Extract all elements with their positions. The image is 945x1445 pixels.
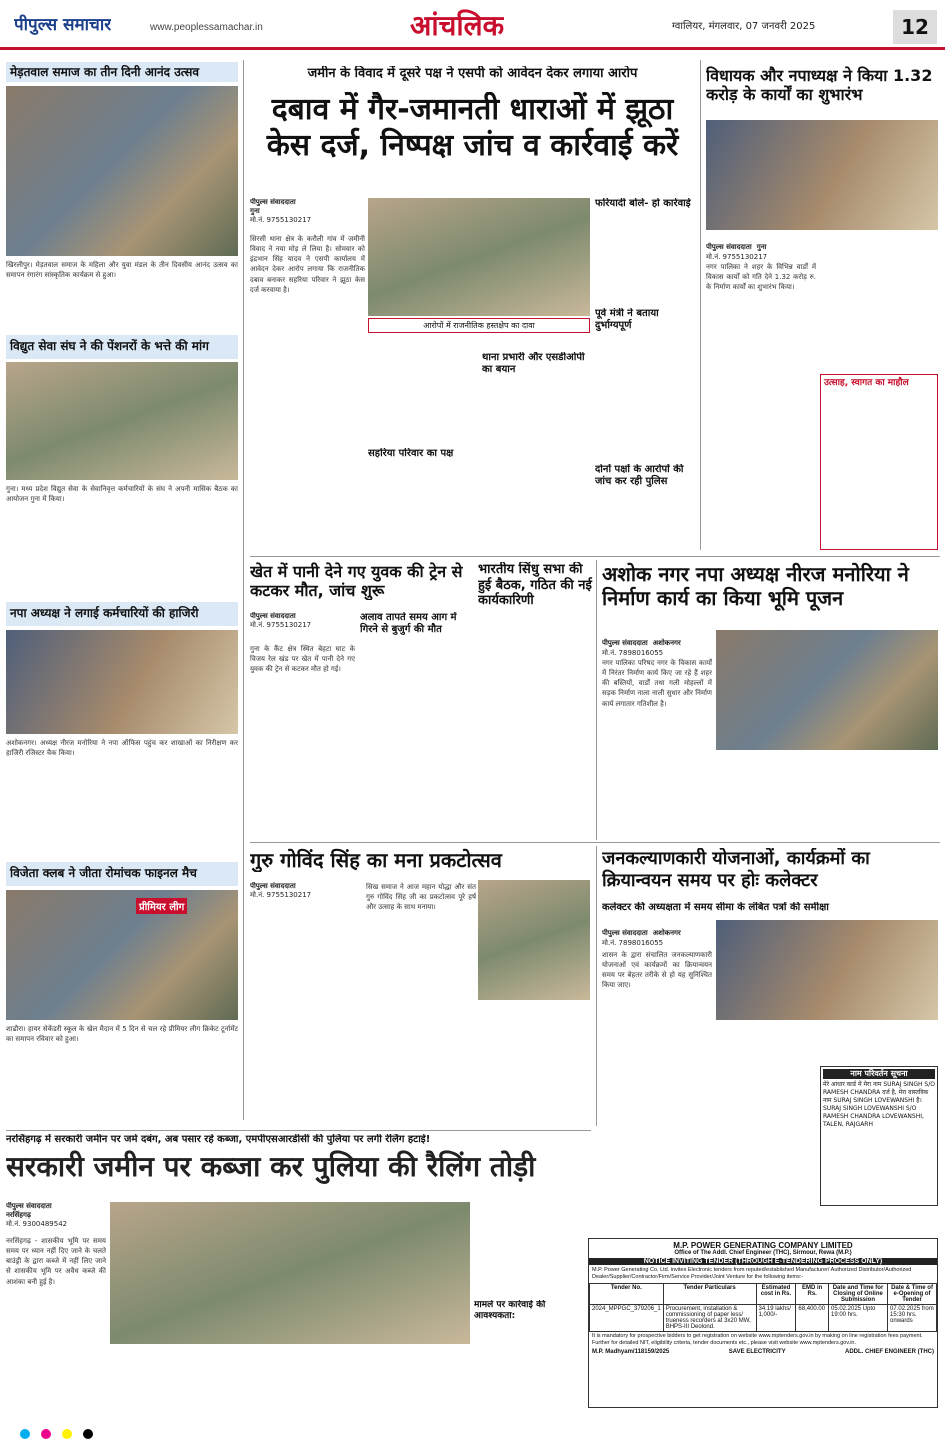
reporter-credit: पीपुल्स संवाददाता xyxy=(250,612,296,620)
notice-text: मेरे आधार कार्ड में मेरा नाम SURAJ SINGH S/O RAMESH CHANDRA दर्ज है, मेरा वास्तविक नाम SURAJ SINGH LOVEWANSHI है। SURAJ SINGH LOVEWANSHI S/O RAMESH CHANDRA LOVEWANSHI, TALEN, RAJGARH xyxy=(823,1080,935,1129)
mobile-number: मो.नं. 9755130217 xyxy=(250,891,312,899)
byline xyxy=(6,1202,106,1229)
article-text: शाढौरा। हायर सेकेंडरी स्कूल के खेल मैदान में 5 दिन से चल रहे प्रीमियर लीग क्रिकेट टूर्नामेंट का समापन रविवार को हुआ। xyxy=(6,1025,238,1044)
dateline: ग्वालियर, मंगलवार, 07 जनवरी 2025 xyxy=(672,21,816,32)
article-text: नरसिंहगढ़ - शासकीय भूमि पर समय समय पर ध्यान नहीं दिए जाने के चलते बाउंड्री के द्वारा कब्जे में नहीं लिए जाने से शासकीय भूमि पर अवैध कब्जे की आशंका बनी हुई है। xyxy=(6,1237,106,1286)
tender-company: M.P. POWER GENERATING COMPANY LIMITED xyxy=(673,1241,853,1250)
name-change-notice xyxy=(820,1066,938,1206)
article-text: सिरसी थाना क्षेत्र के करौली गांव में जमीनी विवाद ने नया मोड़ ले लिया है। सोमवार को इंद्रभान सिंह यादव ने एसपी कार्यालय में आवेदन देकर आरोप लगाया कि राजनीतिक दबाव बनाकर सहरिया परिवार ने झूठा केस दर्ज करवाया है। xyxy=(250,235,365,294)
newspaper-logo: पीपुल्स समाचार xyxy=(14,15,112,35)
photo xyxy=(6,86,238,256)
banner-text: प्रीमियर लीग xyxy=(136,898,187,914)
subhead: अलाव तापते समय आग में गिरने से बुजुर्ग की मौत xyxy=(360,612,457,635)
headline: अशोक नगर नपा अध्यक्ष नीरज मनोरिया ने निर्माण कार्य का किया भूमि पूजन xyxy=(602,562,909,610)
article-text: खिरलीपुर। मेड़तवाल समाज के महिला और युवा मंडल के तीन दिवसीय आनंद उत्सव का समापन रंगारंग सांस्कृतिक कार्यक्रम से हुआ। xyxy=(6,261,238,280)
table-header-cell: EMD in Rs. xyxy=(796,1284,829,1305)
headline: विधायक और नपाध्यक्ष ने किया 1.32 करोड़ के कार्यों का शुभारंभ xyxy=(706,66,933,105)
tender-office: Office of The Addl. Chief Engineer (THC), Sirmour, Rewa (M.P.) xyxy=(674,1250,852,1256)
yellow-dot xyxy=(62,1429,72,1439)
table-cell: Procurement, installation & commissioning of paper less/ trueness recorders at 3x20 MW, BHPS-III Deolond. xyxy=(663,1305,756,1332)
byline xyxy=(602,630,712,658)
tender-ref: M.P. Madhyam/118159/2025 xyxy=(592,1348,670,1355)
dateline-place: अशोकनगर xyxy=(652,929,681,937)
website-url[interactable]: www.peoplessamachar.in xyxy=(150,22,263,33)
masthead xyxy=(0,0,945,50)
photo xyxy=(6,362,238,480)
headline: जनकल्याणकारी योजनाओं, कार्यक्रमों का क्रियान्वयन समय पर होः कलेक्टर xyxy=(602,848,870,891)
photo xyxy=(706,120,938,230)
article-text: गुना के कैंट क्षेत्र स्थित बेहटा घाट के विजय रेल खंड पर खेत में पानी देने गए युवक की ट्रेन से कटकर मौत हो गई। xyxy=(250,645,355,674)
col1-headline-band xyxy=(6,335,238,359)
byline xyxy=(602,920,712,948)
headline: खेत में पानी देने गए युवक की ट्रेन से कटकर मौत, जांच शुरू xyxy=(250,562,463,601)
tender-title: NOTICE INVITING TENDER (THROUGH E-TENDERING PROCESS ONLY) xyxy=(589,1258,937,1265)
photo xyxy=(6,630,238,734)
section-title: आंचलिक xyxy=(410,9,505,42)
column-rule xyxy=(596,560,597,840)
subhead: सहरिया परिवार का पक्ष xyxy=(368,448,454,459)
tender-intro: M.P. Power Generating Co. Ltd. invites Electronic tenders from reputed/established Manufacturer/ Authorized Distributor/Authorized Dealer/Supplier/Contractor/Firm/Service Provider/Joint Venture for the following items:- xyxy=(592,1267,912,1281)
subhead: थाना प्रभारी और एसडीओपी का बयान xyxy=(482,352,585,375)
tender-notice xyxy=(588,1238,938,1408)
column-rule xyxy=(243,60,244,1120)
table-header-cell: Tender No. xyxy=(590,1284,664,1305)
reporter-credit: पीपुल्स संवाददाता xyxy=(250,882,296,890)
horizontal-rule xyxy=(6,1130,591,1131)
print-color-bar xyxy=(0,1425,945,1445)
photo xyxy=(6,890,238,1020)
headline: विजेता क्लब ने जीता रोमांचक फाइनल मैच xyxy=(10,866,197,880)
photo xyxy=(478,880,590,1000)
table-cell: 34.19 lakhs/ 1,000/- xyxy=(756,1305,796,1332)
notice-heading: नाम परिवर्तन सूचना xyxy=(823,1069,935,1079)
mobile-number: मो.नं. 9300489542 xyxy=(6,1220,68,1228)
dateline-place: गुना xyxy=(756,243,767,251)
col1-headline-band xyxy=(6,862,238,886)
headline: नपा अध्यक्ष ने लगाई कर्मचारियों की हाजिरी xyxy=(10,606,199,620)
table-cell: 07.02.2025 from 15:30 hrs. onwards xyxy=(888,1305,937,1332)
byline xyxy=(250,198,365,225)
mobile-number: मो.नं. 9755130217 xyxy=(250,621,312,629)
mobile-number: मो.नं. 7898016055 xyxy=(602,939,664,947)
headline: भारतीय सिंधु सभा की हुई बैठक, गठित की नई कार्यकारिणी xyxy=(478,562,592,609)
save-electricity-text: SAVE ELECTRICITY xyxy=(728,1348,786,1355)
black-dot xyxy=(83,1429,93,1439)
magenta-dot xyxy=(41,1429,51,1439)
headline: गुरु गोविंद सिंह का मना प्रकटोत्सव xyxy=(250,848,502,872)
reporter-credit: पीपुल्स संवाददाता xyxy=(602,929,648,937)
photo xyxy=(110,1202,470,1344)
subhead: कलेक्टर की अध्यक्षता में समय सीमा के लंबित पत्रों की समीक्षा xyxy=(602,902,829,913)
main-headline: सरकारी जमीन पर कब्जा कर पुलिया की रैलिंग तोड़ी xyxy=(6,1150,536,1183)
mobile-number: मो.नं. 7898016055 xyxy=(602,649,664,657)
table-header-cell: Date and Time for Closing of Online Submission xyxy=(828,1284,887,1305)
main-headline: दबाव में गैर-जमानती धाराओं में झूठा केस दर्ज, निष्पक्ष जांच व कार्रवाई करें xyxy=(266,92,679,163)
article-text: शासन के द्वारा संचालित जनकल्याणकारी योजनाओं एवं कार्यक्रमों का क्रियान्वयन समय पर बेहतर तरीके से हो यह सुनिश्चित किया जाए। xyxy=(602,951,712,990)
horizontal-rule xyxy=(250,842,940,843)
tender-footer: It is mandatory for prospective bidders to get registration on website www.mptenders.gov.in by making on line registration fees payment. Further for detailed NIT, eligibility criteria, tender documents etc., please visit website www.mptenders.gov.in. xyxy=(592,1333,923,1347)
column-rule xyxy=(700,60,701,550)
dateline-place: नरसिंहगढ़ xyxy=(6,1211,31,1219)
col1-headline-band xyxy=(6,62,238,82)
headline: विद्युत सेवा संघ ने की पेंशनरों के भत्ते की मांग xyxy=(10,339,209,353)
byline xyxy=(250,612,355,630)
byline xyxy=(250,882,360,900)
mobile-number: मो.नं. 9755130217 xyxy=(706,253,768,261)
byline xyxy=(706,234,826,262)
table-header-cell: Tender Particulars xyxy=(663,1284,756,1305)
horizontal-rule xyxy=(250,556,940,557)
table-cell: 68,400.00 xyxy=(796,1305,829,1332)
box-heading: उत्साह, स्वागत का माहौल xyxy=(824,378,909,388)
col1-headline-band xyxy=(6,602,238,626)
reporter-credit: पीपुल्स संवाददाता xyxy=(250,198,296,206)
dateline-place: अशोकनगर xyxy=(652,639,681,647)
article-text: अशोकनगर। अध्यक्ष नीरज मनोरिया ने नपा ऑफिस पहुंच कर शाखाओं का निरीक्षण कर हाजिरी रजिस्टर चैक किया। xyxy=(6,739,238,758)
table-header-cell: Estimated cost in Rs. xyxy=(756,1284,796,1305)
table-cell: 2024_MPPGC_379206_1 xyxy=(590,1305,664,1332)
mobile-number: मो.नं. 9755130217 xyxy=(250,216,312,224)
kicker: नरसिंहगढ़ में सरकारी जमीन पर जमे दबंग, अब पसार रहे कब्जा, एमपीएसआरडीसी की पुलिया पर लगी रेलिंग हटाई! xyxy=(6,1134,431,1145)
column-rule xyxy=(596,846,597,1126)
subhead: दोनों पक्षों के आरोपों की जांच कर रही पुलिस xyxy=(595,464,684,487)
page-number: 12 xyxy=(893,10,937,44)
kicker: जमीन के विवाद में दूसरे पक्ष ने एसपी को आवेदन देकर लगाया आरोप xyxy=(307,66,638,81)
tender-table xyxy=(589,1283,937,1332)
subhead: मामले पर कार्रवाई की आवश्यकता: xyxy=(474,1300,546,1321)
article-text: नगर पालिका ने शहर के विभिन्न वार्डों में विकास कार्यों को गति देने 1.32 करोड़ रु. के निर्माण कार्यों का शुभारंभ किया। xyxy=(706,263,816,292)
table-cell: 05.02.2025 Upto 19:00 hrs. xyxy=(828,1305,887,1332)
table-header-cell: Date & Time of e-Opening of Tender xyxy=(888,1284,937,1305)
subhead: फरियादी बोले- हो कार्रवाई xyxy=(595,198,691,209)
headline: मेड़तवाल समाज का तीन दिनी आनंद उत्सव xyxy=(10,65,199,79)
reporter-credit: पीपुल्स संवाददाता xyxy=(6,1202,52,1210)
subhead: पूर्व मंत्री ने बताया दुर्भाग्यपूर्ण xyxy=(595,308,659,331)
sidebar-box xyxy=(820,374,938,550)
article-text: सिख समाज ने आज महान योद्धा और संत गुरु गोविंद सिंह जी का प्रकटोत्सव पूरे हर्ष और उत्साह के साथ मनाया। xyxy=(366,883,476,912)
cyan-dot xyxy=(20,1429,30,1439)
photo xyxy=(716,920,938,1020)
reporter-credit: पीपुल्स संवाददाता xyxy=(706,243,752,251)
photo xyxy=(368,198,590,316)
reporter-credit: पीपुल्स संवाददाता xyxy=(602,639,648,647)
article-text: नगर पालिका परिषद नगर के विकास कार्यों में निरंतर निर्माण कार्य किए जा रहे हैं शहर की बस्तियों, वार्डों तथा गली मोहल्लों में सड़क निर्माण नाला नाली सुधार और निर्माण कार्य लगातार गतिशील है। xyxy=(602,659,712,708)
photo-caption: आरोपों में राजनीतिक हस्तक्षेप का दावा xyxy=(368,318,590,333)
photo xyxy=(716,630,938,750)
dateline-place: गुना xyxy=(250,207,260,215)
article-text: गुना। मध्य प्रदेश विद्युत सेवा के सेवानिवृत्त कर्मचारियों के संघ ने अपनी मासिक बैठक का आयोजन गुना में किया। xyxy=(6,485,238,504)
tender-signatory: ADDL. CHIEF ENGINEER (THC) xyxy=(845,1348,934,1355)
